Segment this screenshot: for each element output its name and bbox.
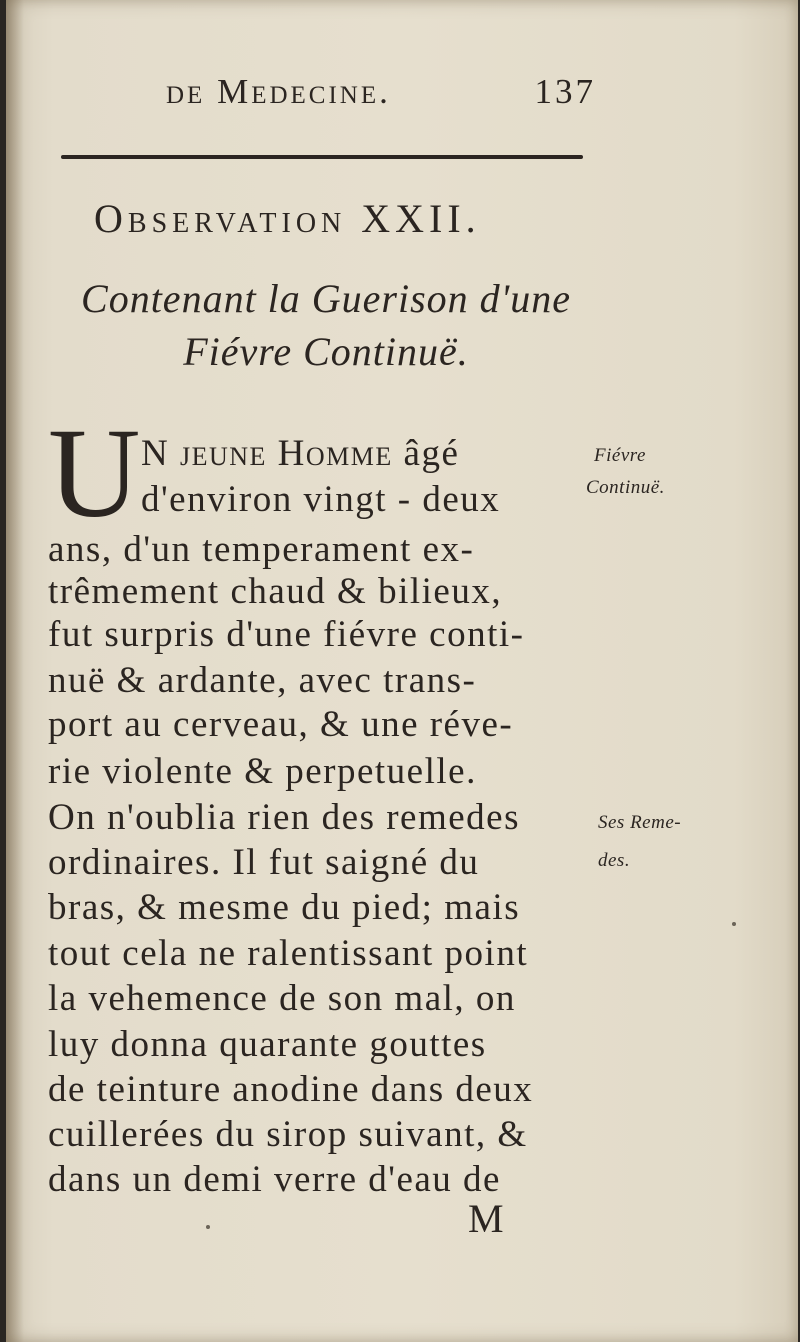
body-line: port au cerveau, & une réve-: [48, 704, 514, 745]
first-line-rest: âgé: [403, 433, 460, 474]
body-line: bras, & mesme du pied; mais: [48, 887, 521, 928]
body-line: trêmement chaud & bilieux,: [48, 571, 503, 612]
observation-subtitle-line2: Fiévre Continuë.: [183, 329, 469, 374]
body-line: cuillerées du sirop suivant, &: [48, 1114, 528, 1155]
body-line: nuë & ardante, avec trans-: [48, 660, 477, 701]
paper-speck: [732, 922, 736, 926]
catchword: M: [468, 1196, 504, 1241]
body-line: On n'oublia rien des remedes: [48, 797, 520, 838]
first-line-smallcaps: N jeune Homme: [141, 433, 393, 474]
body-line: la vehemence de son mal, on: [48, 978, 516, 1019]
body-line-first: [141, 432, 459, 476]
book-page: [6, 0, 798, 1342]
body-line: ans, d'un temperament ex-: [48, 529, 475, 570]
margin-note-fievre-line2: Continuë.: [586, 477, 665, 498]
drop-cap: U: [48, 402, 141, 544]
margin-note-remedes-line1: Ses Reme-: [598, 812, 682, 833]
body-line: tout cela ne ralentissant point: [48, 933, 529, 974]
body-line: ordinaires. Il fut saigné du: [48, 842, 480, 883]
margin-note-remedes-line2: des.: [598, 850, 631, 871]
body-line: luy donna quarante gouttes: [48, 1024, 487, 1065]
page-number: 137: [534, 72, 596, 111]
header-rule: [61, 155, 583, 159]
margin-note-fievre-line1: Fiévre: [594, 445, 646, 466]
body-line: dans un demi verre d'eau de: [48, 1159, 501, 1200]
running-head: [166, 72, 596, 112]
observation-subtitle-line1: Contenant la Guerison d'une: [81, 276, 571, 321]
running-title: de Medecine.: [166, 72, 391, 111]
body-line: rie violente & perpetuelle.: [48, 751, 477, 792]
body-line: fut surpris d'une fiévre conti-: [48, 614, 525, 655]
observation-heading: Observation XXII.: [94, 196, 481, 241]
body-line: de teinture anodine dans deux: [48, 1069, 534, 1110]
body-line: d'environ vingt - deux: [141, 479, 501, 520]
paper-speck: [206, 1225, 210, 1229]
